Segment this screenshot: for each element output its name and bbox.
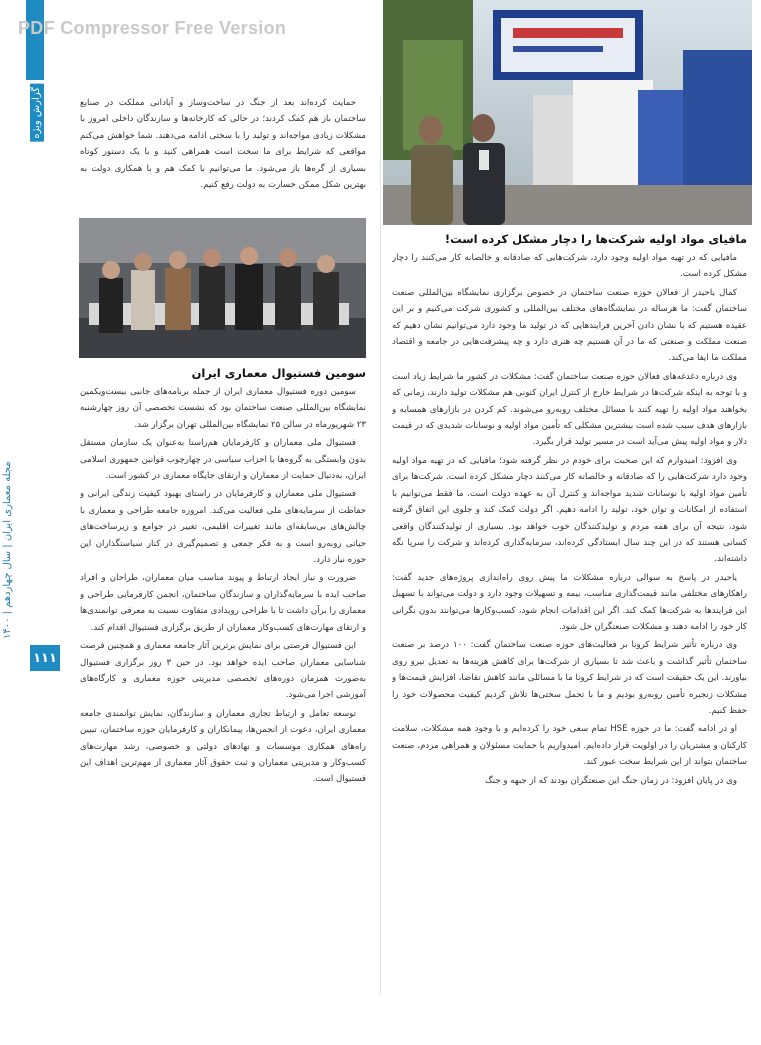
left-paragraph: سومین دوره فستیوال معماری ایران از جمله برنامه‌های جانبی بیست‌ویکمین نمایشگاه بین‌المللی صنعت ساختمان بود که نشست تخصصی آن روز چهارشنبه ۲۳ شهریورماه در سالن ۲۵ نمایشگاه بین‌المللی تهران برگزار شد. [80, 387, 366, 430]
column-divider [380, 95, 381, 995]
left-top-paragraph [80, 95, 366, 213]
left-paragraph: این فستیوال فرصتی برای نمایش برترین آثار جامعه معماری و همچنین فرصت شناسایی معماران صاحب ایده خواهد بود. در حین ۳ روز برگزاری فستیوال به‌صورت همزمان دوره‌های تخصصی مدیریتی حوزه معماری و کارگاه‌های آموزشی اجرا می‌شود. [80, 641, 366, 701]
right-paragraph: وی افزود: امیدوارم که این صحبت برای خودم در نظر گرفته شود؛ مافیایی که در تهیه مواد اولیه وجود دارد شرکت‌هایی را که صادقانه و خالصانه کار می‌کنند دچار مشکل کرده است. شرکت‌ها برای تأمین مواد اولیه با نوسانات شدید مواجه‌اند و کنترل آن به عهده دولت است. ما فقط می‌توانیم با استفاده از امکانات و توان خود، تولید را ادامه دهیم. اگر دولت کمک کند و جلوی این اتفاق گرفته شود، نتیجه آن برای همه مردم و تولیدکنندگان خوب خواهد بود. بسیاری از تولیدکنندگان واقعی کسانی هستند که در این چند سال ایستادگی کرده‌اند، سرمایه‌گذاری کرده‌اند و شرکت را سرپا نگه داشته‌اند. [392, 455, 747, 565]
section-tab-label: گزارش ویژه [30, 84, 44, 142]
right-paragraph: کمال یاحیدر از فعالان حوزه صنعت ساختمان در خصوص برگزاری نمایشگاه بین‌المللی صنعت ساختمان گفت: ما هرساله در نمایشگاه‌های مختلف بین‌المللی و کشوری شرکت می‌کنیم و بر این عقیده هستیم که با نشان دادن آخرین فرایندهایی که در تولید ما وجود دارد می‌توانیم نشان دهیم که صنعت مملکت و صنعتی که ما در آن هستیم چه هنری دارد و چه پیشرفت‌هایی در جامعه و اقتصاد مملکت ما ایفا می‌کند. [392, 287, 747, 364]
right-paragraph: مافیایی که در تهیه مواد اولیه وجود دارد، شرکت‌هایی که صادقانه و خالصانه کار می‌کنند را دچار مشکل کرده است. [392, 253, 747, 280]
left-paragraph: فستیوال ملی معماران و کارفرمایان هم‌راستا به‌عنوان یک سازمان مستقل بدون وابستگی به گروه‌ها یا احزاب سیاسی در چهارچوب قوانین جمهوری اسلامی ایران، به‌دنبال حمایت از معماران و ارتقای جایگاه معماری در کشور است. [80, 438, 366, 482]
right-paragraph: او در ادامه گفت: ما در حوزه HSE تمام سعی خود را کرده‌ایم و با وجود همه مشکلات، سلامت کارکنان و مشتریان را در اولویت قرار داده‌ایم. امیدواریم با حمایت مسئولان و همراهی مردم، صنعت ساختمان بتواند از این شرایط سخت عبور کند. [392, 724, 747, 768]
group-panel-photo [79, 218, 366, 358]
right-paragraph: وی در پایان افزود: در زمان جنگ این صنعتگران بودند که از جبهه و جنگ [485, 775, 737, 786]
right-paragraph: وی درباره تأثیر شرایط کرونا بر فعالیت‌های حوزه صنعت ساختمان گفت: ۱۰۰ درصد بر صنعت ساختمان تأثیر گذاشت و باعث شد تا بسیاری از شرکت‌ها برای کاهش هزینه‌ها به تعدیل نیرو روی بیاورند. این یک حقیقت است که در شرایط کرونا ما با مسائلی مانند کاهش تقاضا، افزایش قیمت‌ها و مشکلات زنجیره تأمین روبه‌رو بودیم و ما با تحمل سختی‌ها تلاش کردیم کیفیت محصولات خود را حفظ کنیم. [392, 640, 747, 716]
left-paragraph: فستیوال ملی معماران و کارفرمایان در راستای بهبود کیفیت زندگی ایرانی و حفاظت از سرمایه‌های ملی فعالیت می‌کند. امروزه جامعه طراحی و معماری با چالش‌های بی‌سابقه‌ای مانند تغییرات اقلیمی، تغییر در جوامع و زیرساخت‌های حیاتی روبه‌رو است و به فکر جمعی و تصمیم‌گیری در کنار سیاستگذاران این حوزه نیاز دارد. [80, 489, 366, 566]
left-paragraph: ضرورت و نیاز ایجاد ارتباط و پیوند مناسب میان معماران، طراحان و افراد صاحب ایده با سرمایه‌گذاران و سازندگان ساختمان، انجمن کارفرمایی طراحی و معماری را برآن داشت تا با طراحی رویدادی متفاوت نسبت به معرفی توانمندی‌ها و ارتقای مهارت‌های کسب‌وکار معماران از طریق برگزاری فستیوال اقدام کند. [80, 573, 366, 633]
right-paragraph: یاحیدر در پاسخ به سوالی درباره مشکلات ما پیش روی راه‌اندازی پروژه‌های جدید گفت: راهکارهای مختلفی مانند قیمت‌گذاری مناسب، بیمه و تسهیلات وجود دارد و دولت می‌تواند با تسهیل این فرایندها به شرکت‌ها کمک کند. اگر این اقدامات انجام شود، کسب‌وکارها می‌توانند بدون نگرانی کار خود را ادامه دهند و مشکلات صنعتگران حل شود. [392, 572, 747, 632]
festival-heading: سومین فستیوال معماری ایران [191, 366, 366, 380]
watermark: PDF Compressor Free Version [18, 18, 287, 38]
left-paragraph: توسعه تعامل و ارتباط تجاری معماران و سازندگان، نمایش توانمندی جامعه معماری ایران، دعوت از انجمن‌ها، پیمانکاران و کارفرمایان حوزه ساختمان، تبیین راه‌های همکاری موسسات و نهادهای دولتی و خصوصی، رشد مهارت‌های کسب‌وکار و مدیریتی معماران و ثبت حقوق آثار معماری از مهم‌ترین اهداف این فستیوال است. [80, 708, 366, 785]
left-column-body [80, 384, 366, 996]
magazine-running-title: مجله معماری ایران | سال چهاردهم | ۱۴۰۰ [2, 461, 13, 639]
left-top-paragraph-text: حمایت کرده‌اند بعد از جنگ در ساخت‌وساز و آبادانی مملکت در صنایع ساختمان باز هم کمک کردند؛ در حالی که کارخانه‌ها و سازندگان داخلی امروز با مشکلات زیادی مواجه‌اند و تولید را با سختی ادامه می‌دهند. شما خواهش می‌کنم مواقعی که شرایط برای ما سخت است همراهی کنید و با یک دستور کوتاه بسیاری از گره‌ها باز می‌شود. ما می‌توانیم با کمک هم و با همکاری دولت به بهترین شکل ممکن خسارت به دولت رفع کنیم. [80, 98, 366, 191]
mafia-heading: مافیای مواد اولیه شرکت‌ها را دچار مشکل کرده است! [444, 232, 747, 246]
exhibition-booth-photo [383, 0, 752, 225]
right-paragraph: وی درباره دغدغه‌های فعالان حوزه صنعت ساختمان گفت: مشکلات در کشور ما شرایط زیاد است و با توجه به اینکه شرکت‌ها در شرایط خارج از کنترل ایران کنونی هم مشکلات تولید دارند، زمانی که بخواهند مواد اولیه را تهیه کنند با مسائل مختلف روبه‌رو می‌شوند. کم کردن در بازارهای همسایه و بازارهای هدف سبب شده است بیشترین مشکلی که تأمین مواد اولیه و نوسانات شدیدی که در قیمت دلار و مواد اولیه پیش می‌آید است در مسیر تولید قرار بگیرد. [392, 371, 747, 448]
right-column-body [392, 250, 747, 996]
page-number: ۱۱۱ [30, 645, 60, 671]
section-tab-bar [26, 0, 44, 80]
